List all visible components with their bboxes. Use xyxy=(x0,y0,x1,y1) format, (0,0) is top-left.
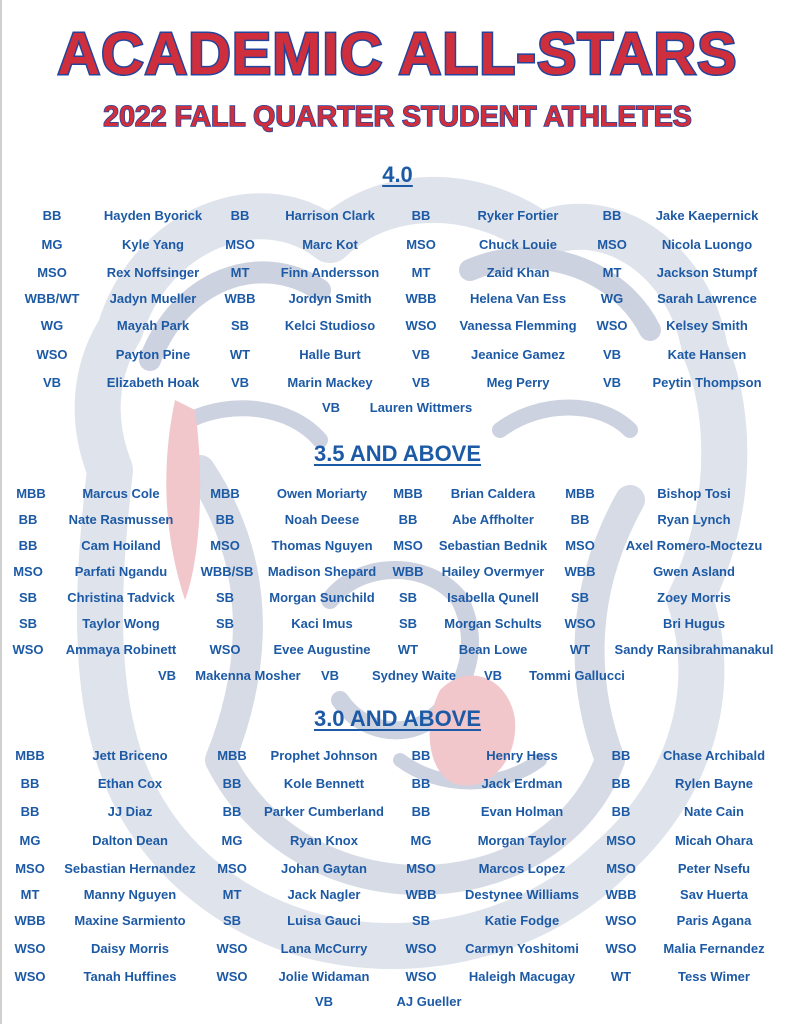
athlete-name: Harrison Clark xyxy=(285,208,375,223)
sport-code: VB xyxy=(411,347,431,362)
sport-code: WG xyxy=(40,318,64,333)
athlete-name: AJ Gueller xyxy=(396,994,462,1009)
sport-code: MBB xyxy=(15,748,45,763)
athlete-name: Noah Deese xyxy=(284,512,360,527)
athlete-name: Dalton Dean xyxy=(92,833,168,848)
athlete-name: Marcus Cole xyxy=(82,486,160,501)
athlete-name: Prophet Johnson xyxy=(270,748,378,763)
sport-code: BB xyxy=(602,208,622,223)
roster-row xyxy=(0,666,795,686)
athlete-name: Hailey Overmyer xyxy=(441,564,545,579)
athlete-name: Nicola Luongo xyxy=(661,237,753,252)
athlete-name: Helena Van Ess xyxy=(469,291,567,306)
athlete-name: Paris Agana xyxy=(676,913,752,928)
sport-code: MSO xyxy=(393,538,423,553)
sport-code: WBB xyxy=(392,564,424,579)
sport-code: MSO xyxy=(606,833,636,848)
sport-code: SB xyxy=(18,590,38,605)
athlete-name: Kate Hansen xyxy=(667,347,747,362)
sport-code: SB xyxy=(215,590,235,605)
athlete-name: Chase Archibald xyxy=(662,748,766,763)
athlete-name: Jack Erdman xyxy=(481,776,563,791)
athlete-name: Evan Holman xyxy=(480,804,564,819)
athlete-name: Zoey Morris xyxy=(657,590,731,605)
athlete-name: Morgan Taylor xyxy=(477,833,567,848)
sport-code: WBB xyxy=(405,887,437,902)
sport-code: WT xyxy=(569,642,591,657)
sport-code: WBB xyxy=(605,887,637,902)
athlete-name: Destynee Williams xyxy=(464,887,580,902)
sport-code: WSO xyxy=(596,318,628,333)
sport-code: WBB/WT xyxy=(24,291,80,306)
athlete-name: Sav Huerta xyxy=(680,887,748,902)
athlete-name: Ethan Cox xyxy=(97,776,163,791)
athlete-name: Jordyn Smith xyxy=(288,291,372,306)
roster-row xyxy=(0,885,795,905)
athlete-name: Elizabeth Hoak xyxy=(106,375,200,390)
sport-code: VB xyxy=(320,668,340,683)
athlete-name: Axel Romero-Moctezu xyxy=(625,538,763,553)
sport-code: VB xyxy=(602,347,622,362)
sport-code: VB xyxy=(157,668,177,683)
sport-code: WSO xyxy=(405,318,437,333)
athlete-name: Kole Bennett xyxy=(283,776,365,791)
sport-code: MSO xyxy=(225,237,255,252)
sport-code: MSO xyxy=(606,861,636,876)
sport-code: MSO xyxy=(15,861,45,876)
roster-row xyxy=(0,373,795,393)
roster-row xyxy=(0,289,795,309)
roster-row xyxy=(0,939,795,959)
sport-code: VB xyxy=(483,668,503,683)
roster-row xyxy=(0,588,795,608)
sport-code: MBB xyxy=(210,486,240,501)
sport-code: BB xyxy=(570,512,590,527)
sport-code: WSO xyxy=(605,913,637,928)
athlete-name: Luisa Gauci xyxy=(287,913,361,928)
sport-code: WT xyxy=(229,347,251,362)
athlete-name: Jadyn Mueller xyxy=(109,291,197,306)
sport-code: WT xyxy=(610,969,632,984)
sport-code: SB xyxy=(215,616,235,631)
athlete-name: Evee Augustine xyxy=(273,642,371,657)
sport-code: WSO xyxy=(36,347,68,362)
athlete-name: Sarah Lawrence xyxy=(657,291,757,306)
sport-code: VB xyxy=(314,994,334,1009)
athlete-name: Lana McCurry xyxy=(280,941,368,956)
sport-code: WSO xyxy=(405,941,437,956)
athlete-name: Owen Moriarty xyxy=(276,486,368,501)
sport-code: MSO xyxy=(406,861,436,876)
sport-code: SB xyxy=(398,590,418,605)
athlete-name: Mayah Park xyxy=(116,318,190,333)
athlete-name: Rex Noffsinger xyxy=(106,265,200,280)
athlete-name: Vanessa Flemming xyxy=(459,318,577,333)
sport-code: WSO xyxy=(216,941,248,956)
sport-code: MSO xyxy=(406,237,436,252)
sport-code: SB xyxy=(222,913,242,928)
athlete-name: Johan Gaytan xyxy=(281,861,367,876)
athlete-name: Kelci Studioso xyxy=(284,318,376,333)
athlete-name: Haleigh Macugay xyxy=(468,969,576,984)
sport-code: SB xyxy=(230,318,250,333)
athlete-name: Ryan Knox xyxy=(290,833,358,848)
sport-code: WSO xyxy=(209,642,241,657)
athlete-name: Parker Cumberland xyxy=(264,804,384,819)
roster-row xyxy=(0,398,795,418)
athlete-name: Lauren Wittmers xyxy=(369,400,473,415)
sport-code: WSO xyxy=(564,616,596,631)
sport-code: MG xyxy=(41,237,63,252)
athlete-name: Micah Ohara xyxy=(674,833,754,848)
section-heading-4-0: 4.0 xyxy=(382,162,413,187)
athlete-name: Jeanice Gamez xyxy=(471,347,565,362)
sport-code: BB xyxy=(611,748,631,763)
sport-code: MG xyxy=(221,833,243,848)
roster-row xyxy=(0,992,795,1012)
athlete-name: Jett Briceno xyxy=(92,748,168,763)
sport-code: VB xyxy=(411,375,431,390)
sport-code: WBB xyxy=(405,291,437,306)
athlete-name: Carmyn Yoshitomi xyxy=(465,941,579,956)
sport-code: WBB xyxy=(224,291,256,306)
athlete-name: Halle Burt xyxy=(299,347,361,362)
athlete-name: Kyle Yang xyxy=(122,237,184,252)
section-heading-3-0-and-above: 3.0 AND ABOVE xyxy=(313,706,482,731)
athlete-name: JJ Diaz xyxy=(107,804,153,819)
athlete-name: Marin Mackey xyxy=(287,375,373,390)
roster-row xyxy=(0,562,795,582)
athlete-name: Meg Perry xyxy=(486,375,550,390)
sport-code: BB xyxy=(18,512,38,527)
athlete-name: Taylor Wong xyxy=(82,616,160,631)
sport-code: BB xyxy=(411,804,431,819)
sport-code: MG xyxy=(410,833,432,848)
sport-code: WSO xyxy=(216,969,248,984)
athlete-name: Finn Andersson xyxy=(280,265,380,280)
athlete-name: Tanah Huffines xyxy=(83,969,177,984)
athlete-name: Jack Nagler xyxy=(287,887,361,902)
sport-code: WSO xyxy=(605,941,637,956)
sport-code: MBB xyxy=(16,486,46,501)
athlete-name: Ammaya Robinett xyxy=(65,642,177,657)
sport-code: BB xyxy=(222,804,242,819)
athlete-name: Daisy Morris xyxy=(90,941,170,956)
athlete-name: Marc Kot xyxy=(302,237,358,252)
athlete-name: Jolie Widaman xyxy=(278,969,370,984)
sport-code: BB xyxy=(42,208,62,223)
sport-code: VB xyxy=(321,400,341,415)
athlete-name: Payton Pine xyxy=(115,347,191,362)
sport-code: MT xyxy=(230,265,250,280)
athlete-name: Morgan Sunchild xyxy=(269,590,375,605)
sport-code: MT xyxy=(20,887,40,902)
sport-code: BB xyxy=(398,512,418,527)
athlete-name: Thomas Nguyen xyxy=(271,538,373,553)
sport-code: VB xyxy=(230,375,250,390)
sport-code: VB xyxy=(42,375,62,390)
athlete-name: Abe Affholter xyxy=(452,512,534,527)
athlete-name: Rylen Bayne xyxy=(674,776,754,791)
athlete-name: Kelsey Smith xyxy=(666,318,748,333)
sport-code: BB xyxy=(411,208,431,223)
athlete-name: Cam Hoiland xyxy=(81,538,161,553)
roster-row xyxy=(0,967,795,987)
sport-code: SB xyxy=(398,616,418,631)
sport-code: MBB xyxy=(217,748,247,763)
sport-code: WSO xyxy=(14,941,46,956)
roster-row xyxy=(0,510,795,530)
sport-code: SB xyxy=(18,616,38,631)
athlete-name: Kaci Imus xyxy=(291,616,353,631)
athlete-name: Maxine Sarmiento xyxy=(74,913,186,928)
athlete-name: Bishop Tosi xyxy=(657,486,731,501)
athlete-name: Tommi Gallucci xyxy=(529,668,625,683)
athlete-name: Sebastian Bednik xyxy=(438,538,548,553)
athlete-name: Henry Hess xyxy=(486,748,558,763)
athlete-name: Parfati Ngandu xyxy=(74,564,168,579)
athlete-name: Jackson Stumpf xyxy=(656,265,758,280)
sport-code: MT xyxy=(222,887,242,902)
sport-code: MSO xyxy=(37,265,67,280)
athlete-name: Sebastian Hernandez xyxy=(64,861,196,876)
sport-code: MSO xyxy=(217,861,247,876)
roster-row xyxy=(0,345,795,365)
roster-row xyxy=(0,235,795,255)
athlete-name: Sydney Waite xyxy=(371,668,457,683)
athlete-name: Madison Shepard xyxy=(267,564,377,579)
roster-row xyxy=(0,640,795,660)
athlete-name: Makenna Mosher xyxy=(195,668,301,683)
roster-row xyxy=(0,774,795,794)
roster-row xyxy=(0,831,795,851)
sport-code: SB xyxy=(570,590,590,605)
roster-row xyxy=(0,484,795,504)
sport-code: MSO xyxy=(13,564,43,579)
page-title: ACADEMIC ALL-STARS xyxy=(57,21,738,87)
athlete-name: Tess Wimer xyxy=(678,969,750,984)
page-subtitle: 2022 FALL QUARTER STUDENT ATHLETES xyxy=(103,101,692,133)
roster-row xyxy=(0,206,795,226)
athlete-name: Nate Rasmussen xyxy=(68,512,174,527)
athlete-name: Chuck Louie xyxy=(478,237,558,252)
athlete-name: Manny Nguyen xyxy=(83,887,177,902)
sport-code: WBB xyxy=(14,913,46,928)
sport-code: WBB xyxy=(564,564,596,579)
sport-code: BB xyxy=(222,776,242,791)
roster-row xyxy=(0,536,795,556)
sport-code: BB xyxy=(230,208,250,223)
roster-row xyxy=(0,802,795,822)
sport-code: BB xyxy=(20,804,40,819)
athlete-name: Sandy Ransibrahmanakul xyxy=(614,642,774,657)
sport-code: BB xyxy=(411,776,431,791)
sport-code: BB xyxy=(20,776,40,791)
athlete-name: Zaid Khan xyxy=(486,265,550,280)
roster-row xyxy=(0,614,795,634)
sport-code: WSO xyxy=(405,969,437,984)
athlete-name: Peter Nsefu xyxy=(677,861,751,876)
athlete-name: Morgan Schults xyxy=(444,616,542,631)
sport-code: MBB xyxy=(565,486,595,501)
section-heading-3-5-and-above: 3.5 AND ABOVE xyxy=(313,441,482,466)
roster-row xyxy=(0,316,795,336)
sport-code: MT xyxy=(602,265,622,280)
athlete-name: Hayden Byorick xyxy=(103,208,203,223)
sport-code: MSO xyxy=(565,538,595,553)
sport-code: BB xyxy=(611,776,631,791)
athlete-name: Bri Hugus xyxy=(662,616,726,631)
sport-code: VB xyxy=(602,375,622,390)
sport-code: BB xyxy=(215,512,235,527)
athlete-name: Ryan Lynch xyxy=(657,512,731,527)
sport-code: BB xyxy=(611,804,631,819)
athlete-name: Christina Tadvick xyxy=(67,590,175,605)
sport-code: WSO xyxy=(12,642,44,657)
sport-code: WT xyxy=(397,642,419,657)
athlete-name: Peytin Thompson xyxy=(652,375,762,390)
sport-code: BB xyxy=(411,748,431,763)
athlete-name: Malia Fernandez xyxy=(663,941,765,956)
sport-code: WG xyxy=(600,291,624,306)
sport-code: MSO xyxy=(597,237,627,252)
athlete-name: Jake Kaepernick xyxy=(655,208,759,223)
athlete-name: Brian Caldera xyxy=(450,486,536,501)
roster-row xyxy=(0,263,795,283)
sport-code: MSO xyxy=(210,538,240,553)
roster-row xyxy=(0,911,795,931)
sport-code: MBB xyxy=(393,486,423,501)
roster-row xyxy=(0,859,795,879)
athlete-name: Katie Fodge xyxy=(484,913,560,928)
sport-code: MG xyxy=(19,833,41,848)
sport-code: WBB/SB xyxy=(200,564,254,579)
athlete-name: Isabella Qunell xyxy=(447,590,539,605)
sport-code: WSO xyxy=(14,969,46,984)
sport-code: MT xyxy=(411,265,431,280)
roster-row xyxy=(0,746,795,766)
athlete-name: Marcos Lopez xyxy=(478,861,566,876)
athlete-name: Gwen Asland xyxy=(653,564,735,579)
sport-code: SB xyxy=(411,913,431,928)
athlete-name: Ryker Fortier xyxy=(477,208,559,223)
sport-code: BB xyxy=(18,538,38,553)
athlete-name: Nate Cain xyxy=(684,804,744,819)
athlete-name: Bean Lowe xyxy=(458,642,528,657)
